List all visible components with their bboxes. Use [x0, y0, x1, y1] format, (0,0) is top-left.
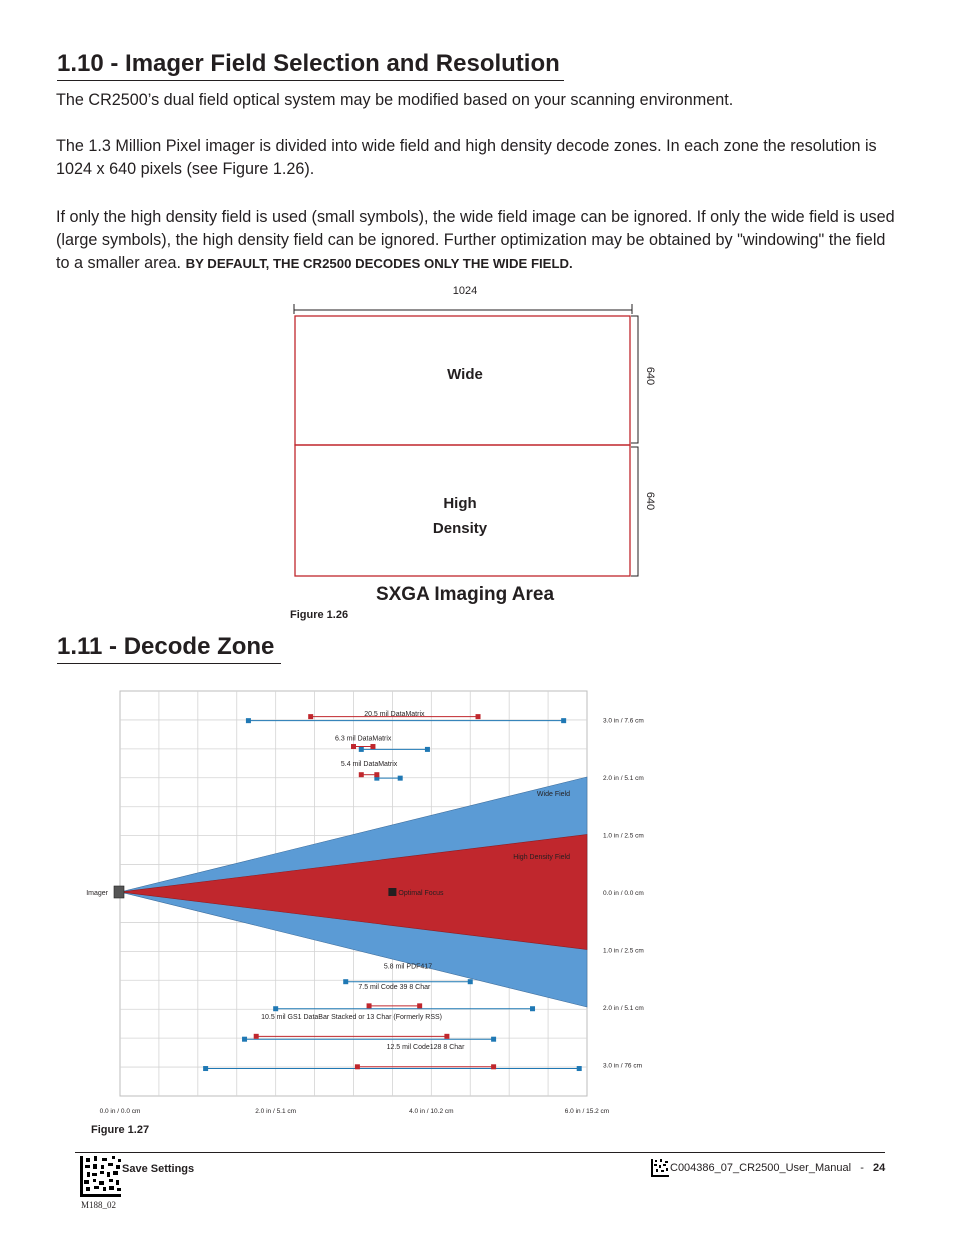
paragraph-resolution: The 1.3 Million Pixel imager is divided into wide field and high density decode zones. In each zone the resolution is 1024 x 640 pixels (see Figure 1.26).	[56, 137, 877, 178]
height-dimension-bracket-bottom	[631, 447, 638, 576]
hd-range-marker-start	[367, 1003, 372, 1008]
hd-range-marker-start	[359, 772, 364, 777]
paragraph-dual-field: The CR2500’s dual field optical system may be modified based on your scanning environment.	[56, 91, 734, 109]
height-label-top: 640	[644, 366, 656, 386]
page-number: 24	[873, 1162, 886, 1174]
wide-range-marker-end	[398, 776, 403, 781]
heading-underline	[57, 80, 564, 81]
x-tick-label: 6.0 in / 15.2 cm	[564, 1108, 610, 1115]
heading-underline	[57, 663, 281, 664]
y-tick-label: 3.0 in / 7.6 cm	[603, 717, 644, 725]
hd-range-marker-end	[374, 772, 379, 777]
doc-name-text: C004386_07_CR2500_User_Manual	[670, 1162, 852, 1174]
x-tick-label: 2.0 in / 5.1 cm	[255, 1108, 297, 1115]
x-tick-label: 0.0 in / 0.0 cm	[99, 1108, 141, 1115]
sxga-caption: SXGA Imaging Area	[375, 584, 555, 605]
symbol-label: 6.3 mil DataMatrix	[335, 735, 392, 743]
wide-range-marker-end	[577, 1066, 582, 1071]
wide-range-marker-start	[242, 1037, 247, 1042]
y-tick-label: 1.0 in / 2.5 cm	[603, 947, 644, 955]
symbol-label: 5.8 mil PDF417	[383, 963, 433, 971]
save-settings-label: Save Settings	[122, 1163, 195, 1175]
hd-range-marker-end	[370, 744, 375, 749]
section-heading-decode-zone: 1.11 - Decode Zone	[57, 633, 275, 660]
height-label-bottom: 640	[644, 491, 656, 511]
width-label: 1024	[452, 285, 478, 297]
wide-range-marker-end	[561, 718, 566, 723]
high-zone-label-line2: Density	[432, 520, 488, 537]
hd-range-marker-end	[491, 1064, 496, 1069]
hd-range-marker-start	[308, 714, 313, 719]
wide-range-marker-end	[491, 1037, 496, 1042]
y-tick-label: 3.0 in / 76 cm	[603, 1062, 643, 1070]
symbol-label: 5.4 mil DataMatrix	[340, 761, 398, 769]
x-tick-label: 4.0 in / 10.2 cm	[409, 1108, 454, 1115]
hd-range-marker-end	[476, 714, 481, 719]
wide-range-marker-end	[468, 979, 473, 984]
wide-range-marker-start	[246, 718, 251, 723]
optimal-focus-marker	[388, 888, 396, 896]
figure-1-26-label: Figure 1.26	[290, 609, 349, 621]
doc-separator: -	[860, 1162, 864, 1174]
high-zone-label-line1: High	[443, 495, 477, 512]
imager-label: Imager	[86, 890, 108, 897]
wide-range-marker-start	[273, 1006, 278, 1011]
symbol-label: 10.5 mil GS1 DataBar Stacked or 13 Char (Formerly RSS)	[261, 1014, 443, 1022]
wide-range-marker-start	[343, 979, 348, 984]
optimal-focus-label: Optimal Focus	[398, 890, 444, 897]
hd-range-marker-start	[254, 1034, 259, 1039]
y-tick-label: 2.0 in / 5.1 cm	[603, 775, 644, 782]
wide-range-marker-start	[359, 747, 364, 752]
paragraph-windowing	[56, 206, 896, 275]
decode-zone-chart	[80, 685, 670, 1125]
wide-zone-label: Wide	[447, 366, 483, 383]
wide-field-label: Wide Field	[536, 790, 570, 798]
footer-datamatrix-icon	[80, 1156, 121, 1197]
doc-name	[670, 1162, 885, 1174]
hd-range-marker-start	[351, 744, 356, 749]
default-note: BY DEFAULT, THE CR2500 DECODES ONLY THE WIDE FIELD.	[185, 256, 573, 271]
y-tick-label: 0.0 in / 0.0 cm	[603, 890, 644, 897]
hd-range-marker-end	[417, 1003, 422, 1008]
hd-range-marker-end	[444, 1034, 449, 1039]
y-tick-label: 1.0 in / 2.5 cm	[603, 832, 644, 840]
wide-range-marker-end	[425, 747, 430, 752]
section-heading-imager-field: 1.10 - Imager Field Selection and Resolution	[57, 50, 560, 77]
hd-range-marker-start	[355, 1064, 360, 1069]
height-dimension-bracket-top	[631, 316, 638, 443]
symbol-label: 12.5 mil Code128 8 Char	[386, 1044, 465, 1052]
high-density-field-label: High Density Field	[513, 854, 570, 862]
wide-range-marker-end	[530, 1006, 535, 1011]
symbol-label: 7.5 mil Code 39 8 Char	[358, 984, 431, 992]
wide-range-marker-start	[203, 1066, 208, 1071]
imager-icon	[114, 886, 124, 898]
y-tick-label: 2.0 in / 5.1 cm	[603, 1005, 644, 1012]
figure-1-27-label: Figure 1.27	[91, 1124, 150, 1136]
paragraph-windowing-text: If only the high density field is used (small symbols), the wide field image can be ignored. If only the wide field is used (large symbols), the high density field can be ignored. Further optimization may be obtained by "windowing" the field to a smaller area.	[56, 208, 895, 272]
symbol-label: 20.5 mil DataMatrix	[364, 711, 425, 719]
footer-rule	[75, 1152, 885, 1153]
barcode-code: M188_02	[81, 1200, 117, 1210]
footer-small-datamatrix-icon	[651, 1159, 669, 1177]
